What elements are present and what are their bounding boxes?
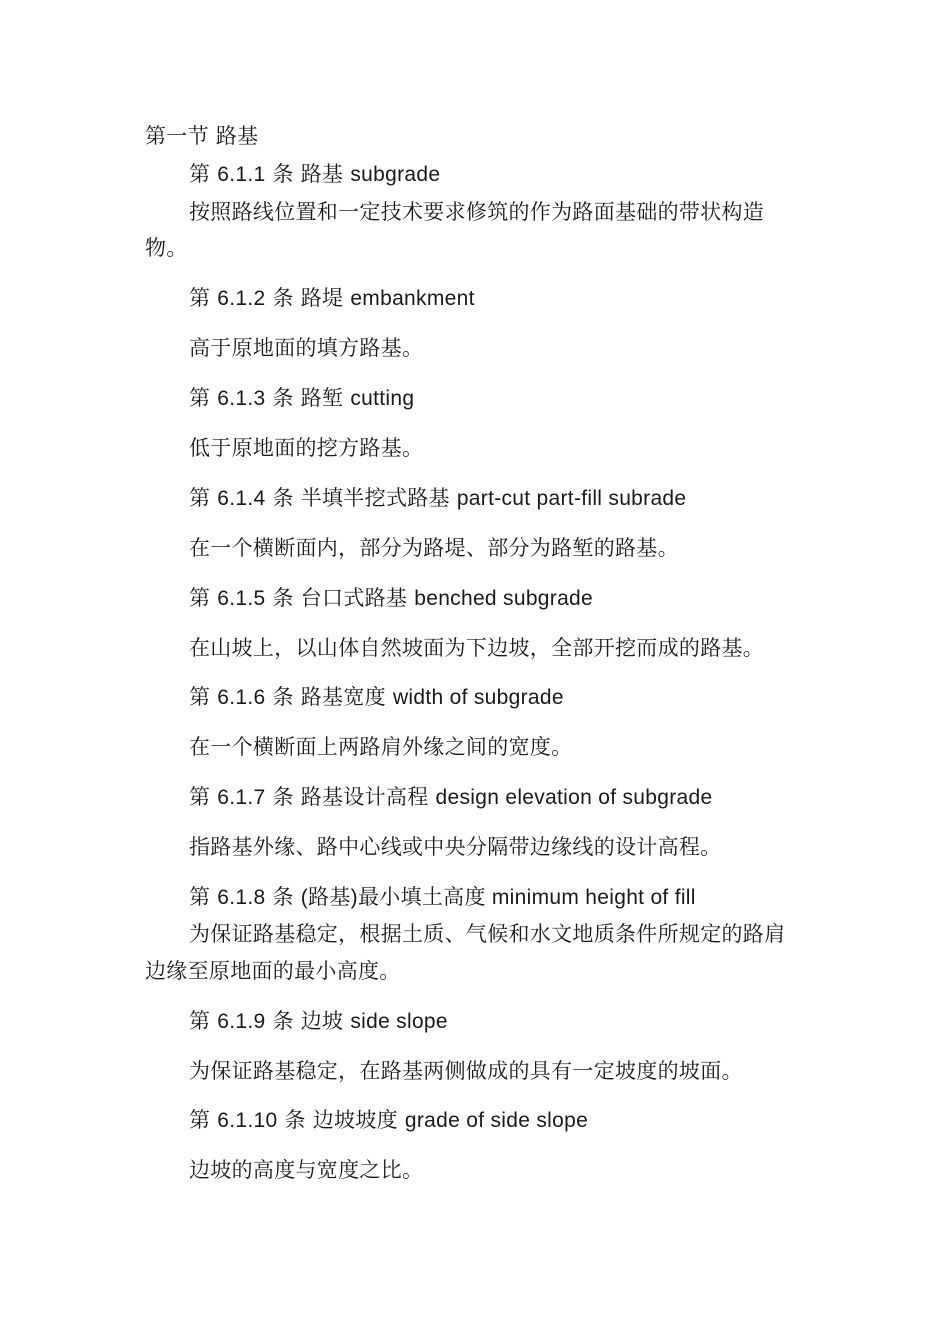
article-number: 6.1.10 <box>217 1109 278 1132</box>
article-term: 条 路基 <box>265 162 351 186</box>
article-heading-6-1-8 <box>189 883 696 912</box>
article-term: 条 边坡坡度 <box>277 1108 405 1132</box>
article-definition-6-1-4: 在一个横断面内，部分为路堤、部分为路堑的路基。 <box>189 536 679 560</box>
article-term: 条 路堑 <box>265 386 351 410</box>
article-english-term: side slope <box>350 1010 448 1033</box>
article-english-term: (路基)最小填土高度 minimum height of fill <box>300 886 696 909</box>
article-term: 条 边坡 <box>265 1009 351 1033</box>
article-heading-6-1-5 <box>189 584 593 613</box>
article-number: 6.1.6 <box>217 686 266 709</box>
article-definition-6-1-2: 高于原地面的填方路基。 <box>189 336 424 360</box>
article-number: 6.1.3 <box>217 387 266 410</box>
article-heading-6-1-3 <box>189 384 414 413</box>
article-english-term: embankment <box>350 287 475 310</box>
article-prefix: 第 <box>189 162 218 186</box>
article-definition-6-1-10: 边坡的高度与宽度之比。 <box>189 1158 424 1182</box>
article-prefix: 第 <box>189 586 218 610</box>
article-definition-6-1-1: 按照路线位置和一定技术要求修筑的作为路面基础的带状构造 <box>189 200 765 224</box>
article-number: 6.1.8 <box>217 886 266 909</box>
article-definition-6-1-3: 低于原地面的挖方路基。 <box>189 436 424 460</box>
article-prefix: 第 <box>189 1009 218 1033</box>
article-english-term: benched subgrade <box>414 587 594 610</box>
article-prefix: 第 <box>189 685 218 709</box>
article-heading-6-1-2 <box>189 284 475 313</box>
article-heading-6-1-4 <box>189 484 686 513</box>
article-prefix: 第 <box>189 1108 218 1132</box>
article-heading-6-1-9 <box>189 1007 448 1036</box>
article-number: 6.1.7 <box>217 786 266 809</box>
article-definition-cont-6-1-1: 物。 <box>145 236 188 260</box>
article-english-term: cutting <box>350 387 415 410</box>
article-definition-6-1-7: 指路基外缘、路中心线或中央分隔带边缘线的设计高程。 <box>189 835 722 859</box>
article-heading-6-1-6 <box>189 683 564 712</box>
section-title: 第一节 路基 <box>145 124 259 148</box>
article-english-term: design elevation of subgrade <box>435 786 713 809</box>
article-heading-6-1-7 <box>189 783 712 812</box>
article-heading-6-1-1 <box>189 160 440 189</box>
article-english-term: subgrade <box>350 163 441 186</box>
article-number: 6.1.4 <box>217 487 266 510</box>
article-number: 6.1.5 <box>217 587 266 610</box>
article-heading-6-1-10 <box>189 1106 588 1135</box>
article-definition-6-1-5: 在山坡上，以山体自然坡面为下边坡，全部开挖而成的路基。 <box>189 636 765 660</box>
article-definition-6-1-8: 为保证路基稳定，根据土质、气候和水文地质条件所规定的路肩 <box>189 922 786 946</box>
article-term: 条 半填半挖式路基 <box>265 486 457 510</box>
article-prefix: 第 <box>189 486 218 510</box>
article-prefix: 第 <box>189 286 218 310</box>
article-prefix: 第 <box>189 885 218 909</box>
article-definition-6-1-6: 在一个横断面上两路肩外缘之间的宽度。 <box>189 735 573 759</box>
article-term: 条 路基设计高程 <box>265 785 436 809</box>
article-term: 条 台口式路基 <box>265 586 415 610</box>
article-term: 条 <box>265 885 301 909</box>
article-definition-6-1-9: 为保证路基稳定，在路基两侧做成的具有一定坡度的坡面。 <box>189 1059 743 1083</box>
article-english-term: grade of side slope <box>404 1109 589 1132</box>
article-english-term: width of subgrade <box>392 686 564 709</box>
article-prefix: 第 <box>189 785 218 809</box>
article-english-term: part-cut part-fill subrade <box>456 487 687 510</box>
article-prefix: 第 <box>189 386 218 410</box>
article-number: 6.1.9 <box>217 1010 266 1033</box>
article-number: 6.1.2 <box>217 287 266 310</box>
article-term: 条 路基宽度 <box>265 685 393 709</box>
article-number: 6.1.1 <box>217 163 266 186</box>
article-definition-cont-6-1-8: 边缘至原地面的最小高度。 <box>145 959 401 983</box>
article-term: 条 路堤 <box>265 286 351 310</box>
